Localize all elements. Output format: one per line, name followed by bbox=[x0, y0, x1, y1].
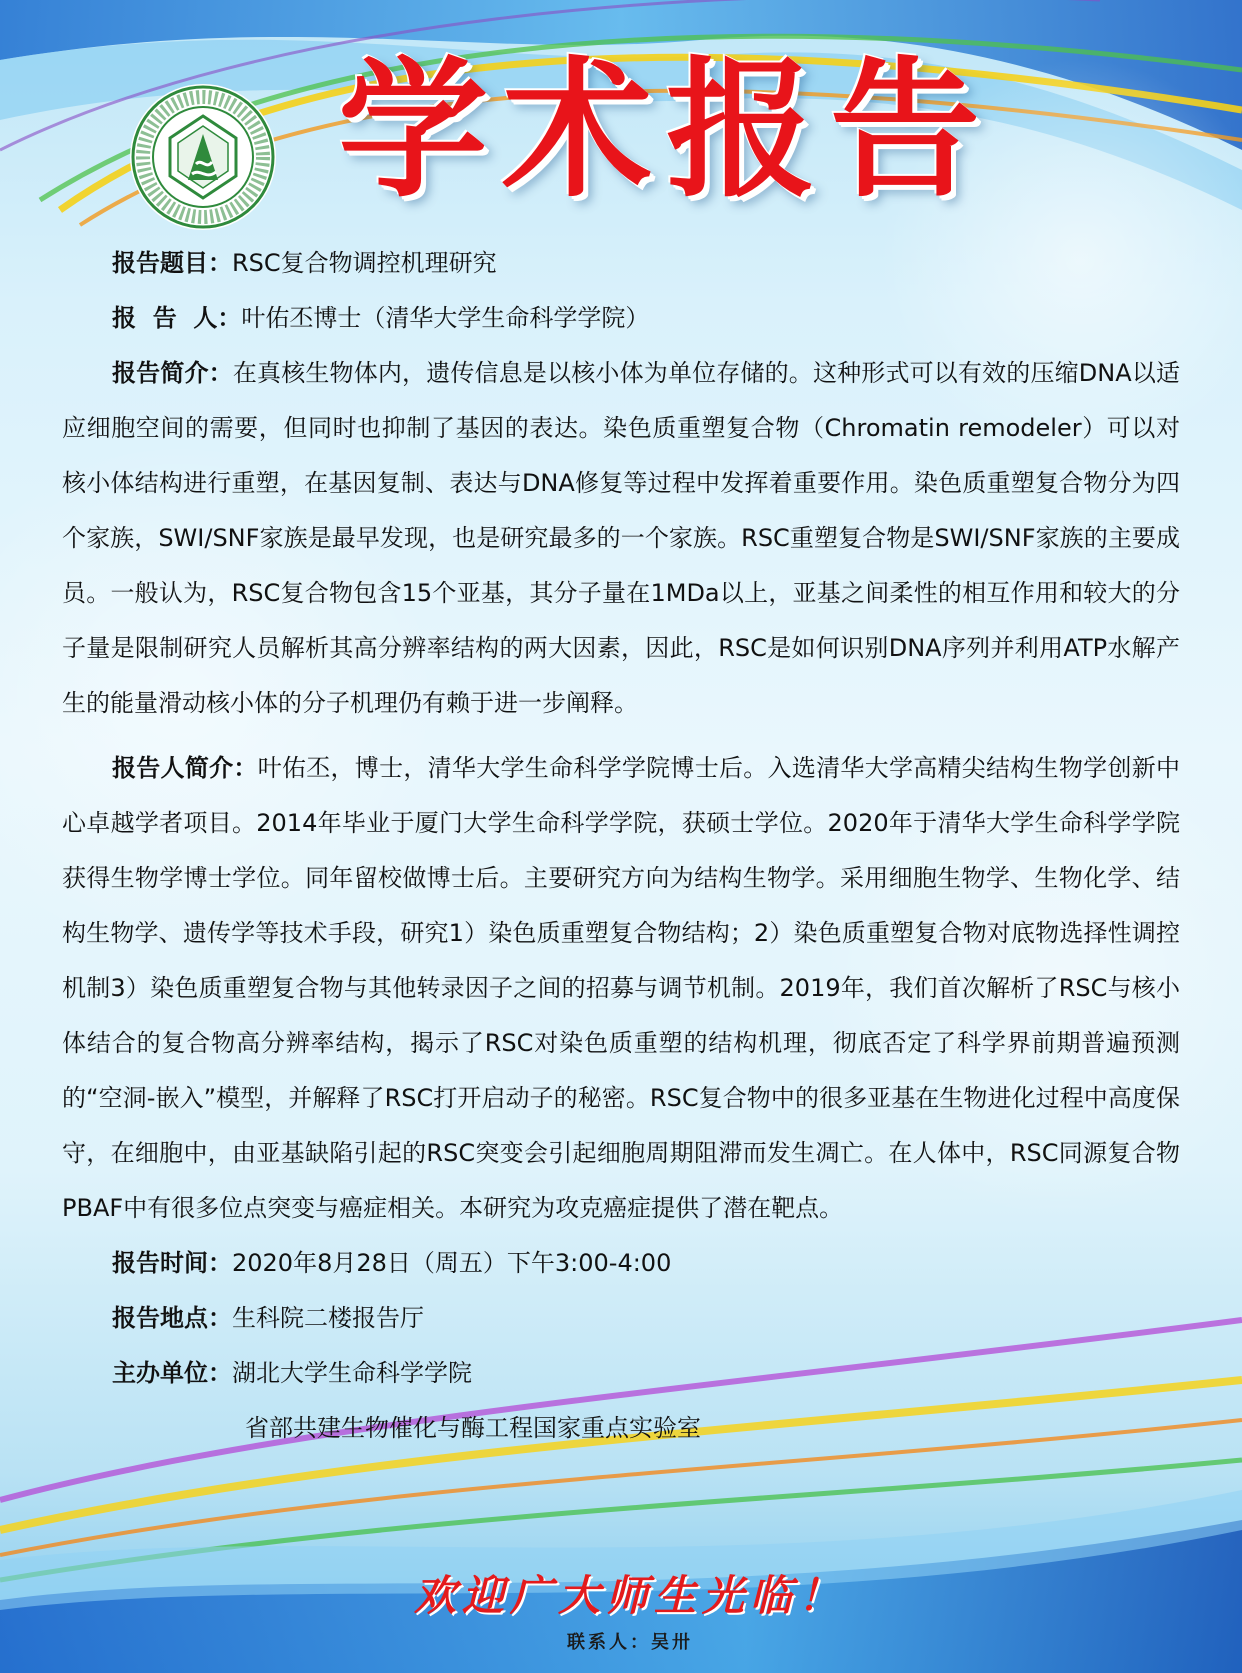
report-time bbox=[62, 1236, 1180, 1291]
topic-value: RSC复合物调控机理研究 bbox=[232, 249, 497, 277]
venue-value: 生科院二楼报告厅 bbox=[232, 1304, 424, 1332]
report-abstract bbox=[62, 346, 1180, 731]
host-value-1: 湖北大学生命科学学院 bbox=[232, 1359, 472, 1387]
host-value-2: 省部共建生物催化与酶工程国家重点实验室 bbox=[245, 1414, 701, 1442]
speaker-label: 报 告 人： bbox=[112, 304, 242, 332]
report-host-2 bbox=[62, 1401, 1180, 1456]
abstract-label: 报告简介： bbox=[112, 359, 233, 387]
report-host bbox=[62, 1346, 1180, 1401]
contact-person: 联系人：吴卅 bbox=[567, 1632, 693, 1653]
report-content bbox=[62, 236, 1180, 1456]
bio-text: 叶佑丕，博士，清华大学生命科学学院博士后。入选清华大学高精尖结构生物学创新中心卓越学者项目。2014年毕业于厦门大学生命科学学院，获硕士学位。2020年于清华大学生命科学学院获得生物学博士学位。同年留校做博士后。主要研究方向为结构生物学。采用细胞生物学、生物化学、结构生物学、遗传学等技术手段，研究1）染色质重塑复合物结构；2）染色质重塑复合物对底物选择性调控机制3）染色质重塑复合物与其他转录因子之间的招募与调节机制。2019年，我们首次解析了RSC与核小体结合的复合物高分辨率结构，揭示了RSC对染色质重塑的结构机理，彻底否定了科学界前期普遍预测的“空洞-嵌入”模型，并解释了RSC打开启动子的秘密。RSC复合物中的很多亚基在生物进化过程中高度保守，在细胞中，由亚基缺陷引起的RSC突变会引起细胞周期阻滞而发生凋亡。在人体中，RSC同源复合物PBAF中有很多位点突变与癌症相关。本研究为攻克癌症提供了潜在靶点。 bbox=[62, 754, 1181, 1222]
university-seal-icon bbox=[128, 82, 278, 232]
poster-title: 学术报告 bbox=[338, 42, 995, 218]
topic-label: 报告题目： bbox=[112, 249, 232, 277]
venue-label: 报告地点： bbox=[112, 1304, 232, 1332]
time-value: 2020年8月28日（周五）下午3:00-4:00 bbox=[232, 1249, 672, 1277]
host-label: 主办单位： bbox=[112, 1359, 232, 1387]
welcome-text: 欢迎广大师生光临！ bbox=[413, 1571, 846, 1620]
spacer bbox=[62, 731, 1180, 741]
time-label: 报告时间： bbox=[112, 1249, 232, 1277]
speaker-value: 叶佑丕博士（清华大学生命科学学院） bbox=[241, 304, 650, 332]
report-speaker bbox=[62, 291, 1180, 346]
report-venue bbox=[62, 1291, 1180, 1346]
report-topic bbox=[62, 236, 1180, 291]
speaker-bio bbox=[62, 741, 1180, 1236]
abstract-text: 在真核生物体内，遗传信息是以核小体为单位存储的。这种形式可以有效的压缩DNA以适应细胞空间的需要，但同时也抑制了基因的表达。染色质重塑复合物（Chromatin remodeler）可以对核小体结构进行重塑，在基因复制、表达与DNA修复等过程中发挥着重要作用。染色质重塑复合物分为四个家族，SWI/SNF家族是最早发现，也是研究最多的一个家族。RSC重塑复合物是SWI/SNF家族的主要成员。一般认为，RSC复合物包含15个亚基，其分子量在1MDa以上，亚基之间柔性的相互作用和较大的分子量是限制研究人员解析其高分辨率结构的两大因素，因此，RSC是如何识别DNA序列并利用ATP水解产生的能量滑动核小体的分子机理仍有赖于进一步阐释。 bbox=[62, 359, 1180, 717]
bio-label: 报告人简介： bbox=[112, 754, 258, 782]
